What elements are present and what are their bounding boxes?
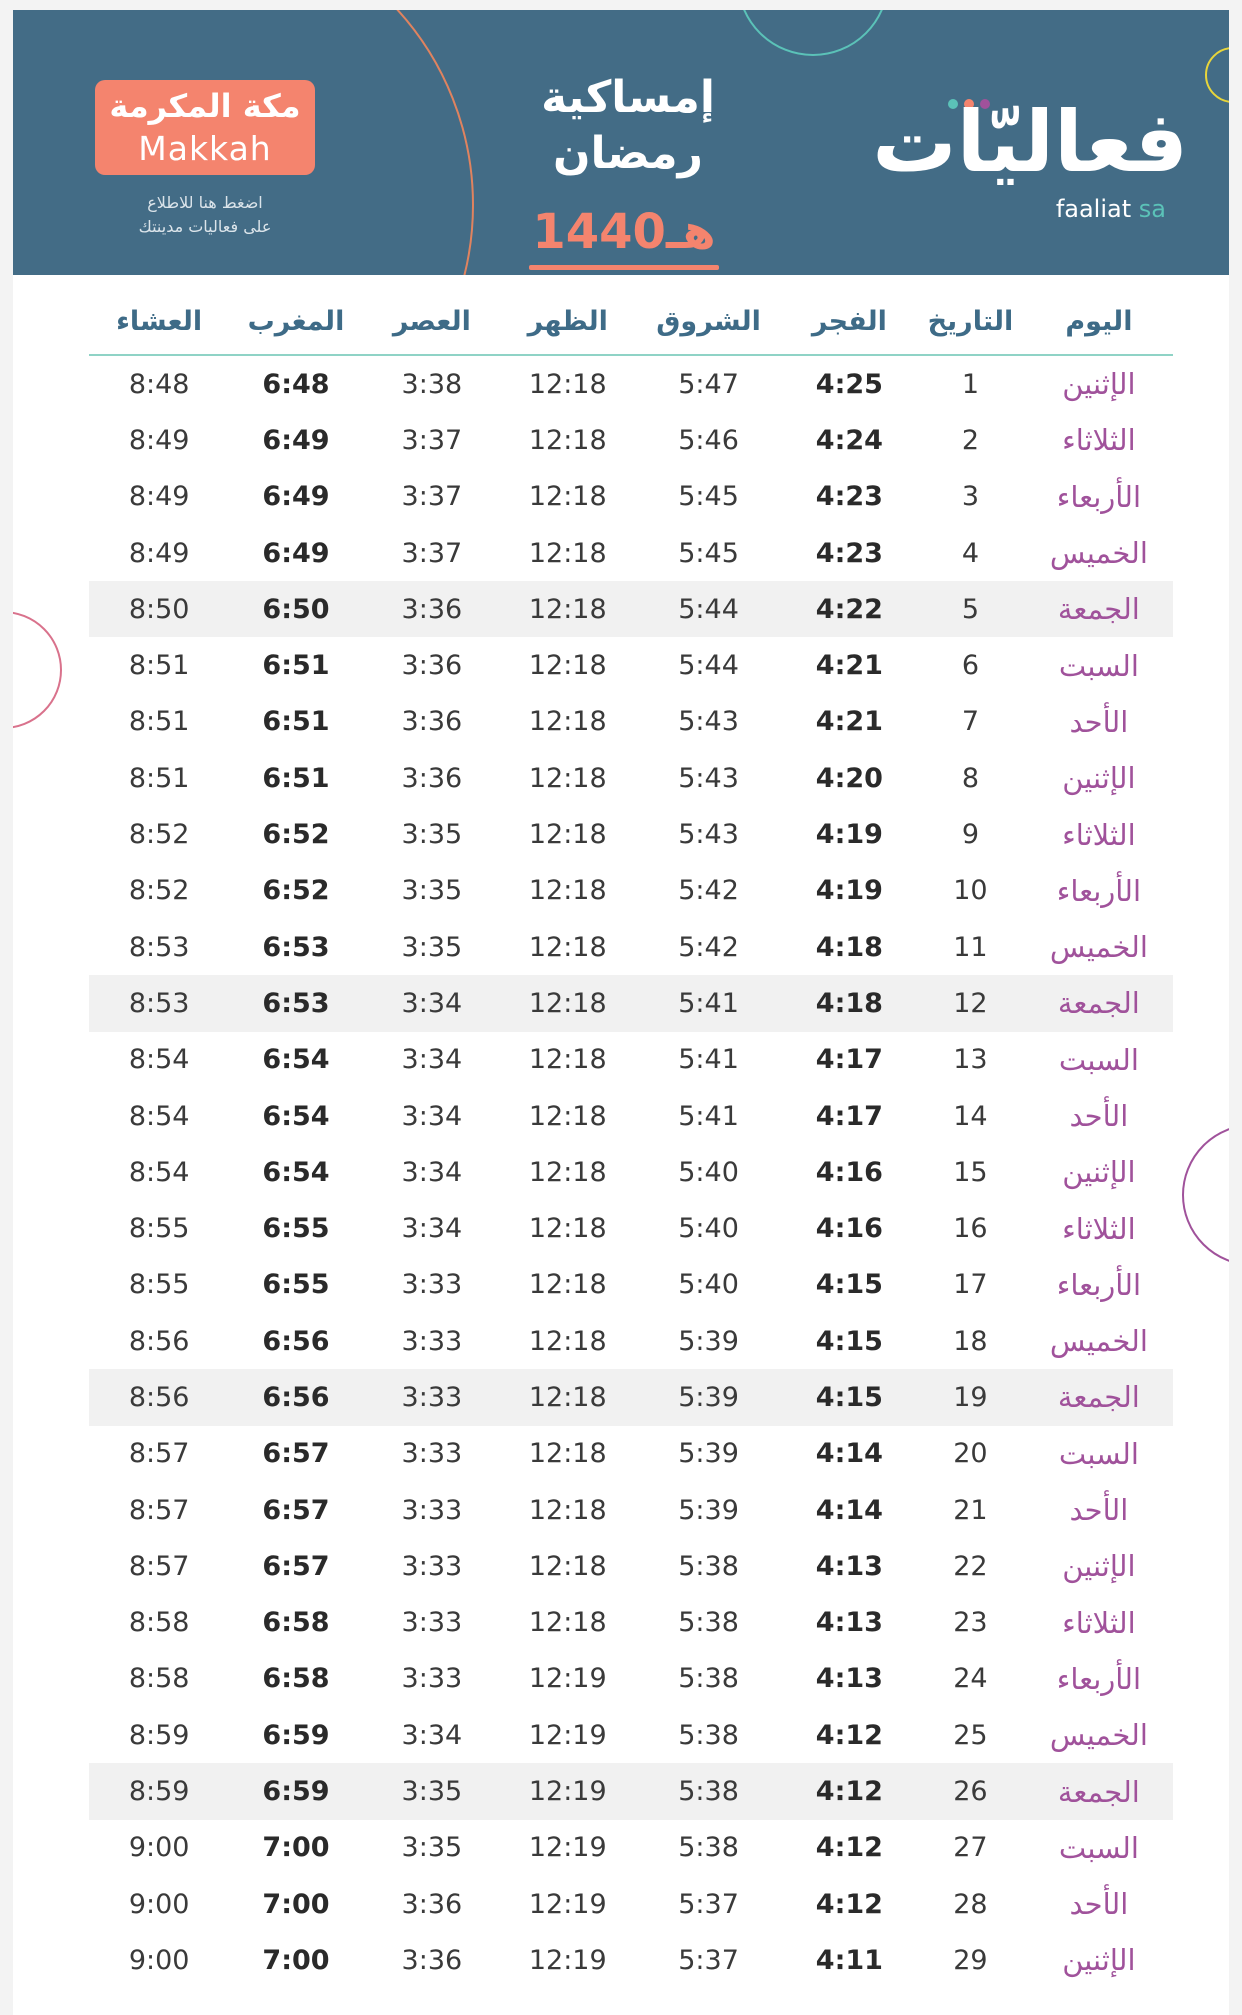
cell-date: 7 [961,706,980,738]
cell-dhuhr: 12:18 [528,819,607,851]
cell-isha: 8:58 [128,1663,190,1695]
city-name-english: Makkah [138,129,272,168]
cell-sunrise: 5:44 [678,593,739,625]
cell-maghrib: 6:51 [262,762,330,794]
cell-isha: 8:52 [128,819,190,851]
cell-dhuhr: 12:18 [528,1044,607,1076]
cell-asr: 3:37 [401,424,463,456]
table-row [89,469,1173,525]
cell-fajr: 4:16 [815,1213,883,1245]
cell-isha: 8:54 [128,1044,190,1076]
cell-dhuhr: 12:19 [528,1832,607,1864]
cell-date: 11 [953,931,988,963]
cell-sunrise: 5:43 [678,819,739,851]
cell-dhuhr: 12:19 [528,1888,607,1920]
cell-asr: 3:37 [401,537,463,569]
cell-fajr: 4:12 [815,1888,883,1920]
cell-date: 15 [953,1156,988,1188]
cell-sunrise: 5:40 [678,1213,739,1245]
table-row [89,1763,1173,1819]
cell-fajr: 4:15 [815,1269,883,1301]
cell-date: 3 [961,481,980,513]
cell-sunrise: 5:47 [678,368,739,400]
cell-asr: 3:38 [401,368,463,400]
cell-date: 16 [953,1213,988,1245]
cell-asr: 3:35 [401,819,463,851]
cell-isha: 8:48 [128,368,190,400]
cell-day: الثلاثاء [1062,1211,1136,1246]
cell-asr: 3:36 [401,762,463,794]
cell-asr: 3:35 [401,1832,463,1864]
cell-maghrib: 6:50 [262,593,330,625]
cell-fajr: 4:21 [815,706,883,738]
hint-line-2: على فعاليات مدينتك [138,217,272,236]
cell-sunrise: 5:38 [678,1719,739,1751]
cell-asr: 3:36 [401,650,463,682]
cell-date: 22 [953,1550,988,1582]
cell-isha: 8:57 [128,1494,190,1526]
cell-sunrise: 5:46 [678,424,739,456]
cell-asr: 3:33 [401,1550,463,1582]
brand-logo[interactable] [828,92,1188,222]
table-row [89,1200,1173,1256]
cell-maghrib: 6:52 [262,875,330,907]
cell-isha: 9:00 [128,1944,190,1976]
cell-maghrib: 6:56 [262,1381,330,1413]
title-line-2: رمضان [552,128,703,179]
table-row [89,1369,1173,1425]
cell-dhuhr: 12:19 [528,1719,607,1751]
cell-date: 29 [953,1944,988,1976]
table-row [89,356,1173,412]
cell-date: 21 [953,1494,988,1526]
header-maghrib: المغرب [247,305,345,337]
cell-dhuhr: 12:18 [528,424,607,456]
cell-dhuhr: 12:19 [528,1944,607,1976]
cell-asr: 3:33 [401,1381,463,1413]
header-date: التاريخ [927,305,1014,337]
cell-dhuhr: 12:18 [528,593,607,625]
cell-maghrib: 6:57 [262,1438,330,1470]
cell-dhuhr: 12:18 [528,481,607,513]
header-dhuhr: الظهر [527,305,608,337]
cell-fajr: 4:13 [815,1607,883,1639]
cell-maghrib: 6:52 [262,819,330,851]
cell-day: الأحد [1069,1493,1129,1528]
cell-day: الأحد [1069,704,1129,739]
cell-fajr: 4:20 [815,762,883,794]
cell-asr: 3:33 [401,1325,463,1357]
cell-date: 13 [953,1044,988,1076]
cell-sunrise: 5:42 [678,931,739,963]
cell-asr: 3:33 [401,1269,463,1301]
table-row [89,1257,1173,1313]
cell-maghrib: 6:51 [262,706,330,738]
cell-asr: 3:34 [401,1156,463,1188]
cell-fajr: 4:15 [815,1381,883,1413]
cell-asr: 3:36 [401,593,463,625]
cell-maghrib: 6:54 [262,1156,330,1188]
title-line-1: إمساكية [541,72,715,123]
cell-sunrise: 5:37 [678,1888,739,1920]
cell-asr: 3:34 [401,1100,463,1132]
cell-day: السبت [1058,1830,1139,1865]
cell-date: 25 [953,1719,988,1751]
cell-dhuhr: 12:19 [528,1663,607,1695]
cell-asr: 3:35 [401,931,463,963]
cell-date: 1 [961,368,980,400]
cell-asr: 3:34 [401,1719,463,1751]
table-row [89,1876,1173,1932]
cell-isha: 8:54 [128,1100,190,1132]
cell-day: الجمعة [1057,1380,1140,1415]
logo-wordmark-arabic: فعاليّات [872,93,1188,191]
table-row [89,1651,1173,1707]
cell-maghrib: 6:49 [262,537,330,569]
cell-date: 4 [961,537,980,569]
cell-fajr: 4:17 [815,1100,883,1132]
table-row [89,975,1173,1031]
cell-fajr: 4:14 [815,1438,883,1470]
cell-isha: 8:57 [128,1550,190,1582]
cell-isha: 8:50 [128,593,190,625]
table-row [89,637,1173,693]
cell-dhuhr: 12:18 [528,1100,607,1132]
purple-circle-right [1183,1125,1229,1265]
cell-dhuhr: 12:18 [528,1438,607,1470]
cell-dhuhr: 12:18 [528,706,607,738]
cell-fajr: 4:19 [815,819,883,851]
hijri-year: 1440هـ [532,204,716,260]
cell-maghrib: 6:48 [262,368,330,400]
header-asr: العصر [392,305,471,337]
city-select-button[interactable] [95,80,315,175]
cell-asr: 3:36 [401,1944,463,1976]
prayer-times-table [89,288,1173,1989]
cell-date: 18 [953,1325,988,1357]
table-row [89,1032,1173,1088]
cell-dhuhr: 12:18 [528,1325,607,1357]
cell-maghrib: 6:51 [262,650,330,682]
cell-asr: 3:37 [401,481,463,513]
table-row [89,412,1173,468]
cell-sunrise: 5:41 [678,1100,739,1132]
cell-day: الجمعة [1057,986,1140,1021]
cell-fajr: 4:13 [815,1550,883,1582]
year-underline [529,265,719,270]
cell-day: الخميس [1049,930,1148,965]
cell-date: 5 [961,593,980,625]
cell-isha: 8:51 [128,706,190,738]
cell-sunrise: 5:42 [678,875,739,907]
cell-sunrise: 5:41 [678,987,739,1019]
table-row [89,1820,1173,1876]
cell-isha: 8:49 [128,481,190,513]
cell-date: 9 [961,819,980,851]
cell-day: الثلاثاء [1062,817,1136,852]
cell-dhuhr: 12:18 [528,1213,607,1245]
cell-maghrib: 6:55 [262,1269,330,1301]
cell-sunrise: 5:40 [678,1156,739,1188]
table-row [89,1088,1173,1144]
cell-asr: 3:35 [401,1776,463,1808]
cell-isha: 9:00 [128,1832,190,1864]
cell-asr: 3:33 [401,1494,463,1526]
cell-sunrise: 5:39 [678,1325,739,1357]
cell-date: 24 [953,1663,988,1695]
cell-day: الأربعاء [1056,1661,1142,1696]
cell-asr: 3:36 [401,1888,463,1920]
cell-dhuhr: 12:18 [528,1269,607,1301]
cell-isha: 8:53 [128,987,190,1019]
cell-maghrib: 6:59 [262,1719,330,1751]
logo-suffix: sa [1138,195,1166,223]
cell-fajr: 4:15 [815,1325,883,1357]
cell-asr: 3:34 [401,987,463,1019]
cell-date: 14 [953,1100,988,1132]
table-row [89,1313,1173,1369]
header-day: اليوم [1065,305,1133,337]
cell-maghrib: 6:59 [262,1776,330,1808]
cell-fajr: 4:18 [815,987,883,1019]
table-row [89,1707,1173,1763]
hint-line-1: اضغط هنا للاطلاع [147,193,263,212]
cell-maghrib: 6:53 [262,987,330,1019]
cell-dhuhr: 12:18 [528,1550,607,1582]
cell-day: الثلاثاء [1062,1605,1136,1640]
cell-date: 2 [961,424,980,456]
city-hint[interactable] [95,191,315,239]
cell-fajr: 4:17 [815,1044,883,1076]
cell-isha: 8:56 [128,1381,190,1413]
cell-maghrib: 6:54 [262,1044,330,1076]
cell-sunrise: 5:37 [678,1944,739,1976]
cell-date: 8 [961,762,980,794]
cell-dhuhr: 12:18 [528,931,607,963]
cell-fajr: 4:24 [815,424,883,456]
cell-fajr: 4:16 [815,1156,883,1188]
table-row [89,1144,1173,1200]
cell-day: الإثنين [1062,367,1136,402]
cell-sunrise: 5:38 [678,1832,739,1864]
cell-fajr: 4:21 [815,650,883,682]
cell-isha: 8:53 [128,931,190,963]
cell-isha: 9:00 [128,1888,190,1920]
cell-fajr: 4:22 [815,593,883,625]
cell-fajr: 4:12 [815,1776,883,1808]
cell-sunrise: 5:39 [678,1381,739,1413]
cell-fajr: 4:11 [815,1944,883,1976]
cell-maghrib: 6:55 [262,1213,330,1245]
cell-isha: 8:55 [128,1269,190,1301]
table-row [89,750,1173,806]
cell-fajr: 4:25 [815,368,883,400]
cell-asr: 3:35 [401,875,463,907]
cell-day: الأحد [1069,1099,1129,1133]
cell-dhuhr: 12:18 [528,875,607,907]
cell-date: 23 [953,1607,988,1639]
cell-sunrise: 5:43 [678,706,739,738]
cell-fajr: 4:18 [815,931,883,963]
cell-day: الثلاثاء [1062,423,1136,458]
cell-day: السبت [1058,648,1139,683]
cell-maghrib: 6:57 [262,1550,330,1582]
cell-fajr: 4:23 [815,481,883,513]
table-row [89,863,1173,919]
page-title [503,70,753,182]
cell-asr: 3:34 [401,1044,463,1076]
cell-isha: 8:59 [128,1719,190,1751]
cell-fajr: 4:14 [815,1494,883,1526]
cell-date: 28 [953,1888,988,1920]
cell-isha: 8:56 [128,1325,190,1357]
table-row [89,1932,1173,1988]
cell-maghrib: 6:58 [262,1607,330,1639]
cell-isha: 8:51 [128,762,190,794]
table-row [89,806,1173,862]
cell-sunrise: 5:39 [678,1438,739,1470]
table-row [89,1426,1173,1482]
cell-maghrib: 6:49 [262,424,330,456]
cell-fajr: 4:19 [815,875,883,907]
cell-dhuhr: 12:18 [528,368,607,400]
cell-isha: 8:49 [128,424,190,456]
cell-sunrise: 5:45 [678,481,739,513]
cell-dhuhr: 12:18 [528,650,607,682]
cell-maghrib: 7:00 [262,1888,330,1920]
cell-day: الأربعاء [1056,479,1142,514]
teal-arc-decoration [738,10,888,55]
header-banner [13,10,1229,275]
cell-sunrise: 5:40 [678,1269,739,1301]
cell-fajr: 4:12 [815,1719,883,1751]
cell-date: 20 [953,1438,988,1470]
cell-day: الجمعة [1057,592,1140,627]
cell-asr: 3:33 [401,1607,463,1639]
cell-dhuhr: 12:18 [528,762,607,794]
cell-date: 17 [953,1269,988,1301]
yellow-arc-decoration [1206,48,1229,102]
cell-dhuhr: 12:18 [528,1156,607,1188]
cell-day: الإثنين [1062,1549,1136,1584]
cell-isha: 8:55 [128,1213,190,1245]
imsakiya-sheet [13,10,1229,2015]
cell-isha: 8:59 [128,1776,190,1808]
table-row [89,694,1173,750]
cell-maghrib: 6:56 [262,1325,330,1357]
cell-sunrise: 5:45 [678,537,739,569]
cell-isha: 8:51 [128,650,190,682]
table-row [89,525,1173,581]
cell-day: الإثنين [1062,1155,1136,1190]
table-row [89,581,1173,637]
cell-maghrib: 7:00 [262,1944,330,1976]
cell-day: الخميس [1049,1324,1148,1359]
cell-sunrise: 5:43 [678,762,739,794]
cell-day: الإثنين [1062,761,1136,796]
table-row [89,1482,1173,1538]
cell-dhuhr: 12:18 [528,1494,607,1526]
cell-date: 6 [961,650,980,682]
cell-dhuhr: 12:19 [528,1776,607,1808]
cell-maghrib: 6:57 [262,1494,330,1526]
cell-date: 27 [953,1832,988,1864]
cell-isha: 8:58 [128,1607,190,1639]
table-header-row [89,288,1173,356]
cell-sunrise: 5:38 [678,1607,739,1639]
cell-maghrib: 6:53 [262,931,330,963]
cell-maghrib: 6:54 [262,1100,330,1132]
cell-dhuhr: 12:18 [528,537,607,569]
city-name-arabic: مكة المكرمة [109,87,301,125]
cell-asr: 3:34 [401,1213,463,1245]
cell-sunrise: 5:44 [678,650,739,682]
header-fajr: الفجر [811,305,887,337]
header-isha: العشاء [116,305,203,337]
cell-fajr: 4:13 [815,1663,883,1695]
cell-sunrise: 5:38 [678,1776,739,1808]
cell-asr: 3:36 [401,706,463,738]
cell-day: الأربعاء [1056,1267,1142,1302]
cell-day: الخميس [1049,536,1148,571]
cell-maghrib: 7:00 [262,1832,330,1864]
table-body [89,356,1173,1989]
table-row [89,1595,1173,1651]
cell-fajr: 4:23 [815,537,883,569]
header-sunrise: الشروق [656,305,761,337]
cell-sunrise: 5:41 [678,1044,739,1076]
cell-isha: 8:54 [128,1156,190,1188]
cell-asr: 3:33 [401,1438,463,1470]
cell-maghrib: 6:58 [262,1663,330,1695]
cell-date: 19 [953,1381,988,1413]
table-row [89,1538,1173,1594]
cell-day: السبت [1058,1042,1139,1077]
cell-day: الجمعة [1057,1774,1140,1809]
cell-asr: 3:33 [401,1663,463,1695]
cell-day: الأربعاء [1056,873,1142,908]
logo-latin-text: faaliat [1055,195,1132,223]
cell-isha: 8:57 [128,1438,190,1470]
cell-isha: 8:49 [128,537,190,569]
cell-day: الخميس [1049,1718,1148,1753]
cell-date: 26 [953,1776,988,1808]
cell-maghrib: 6:49 [262,481,330,513]
cell-day: الإثنين [1062,1943,1136,1978]
cell-day: السبت [1058,1436,1139,1471]
cell-sunrise: 5:39 [678,1494,739,1526]
pink-circle-left [13,612,61,728]
cell-dhuhr: 12:18 [528,1607,607,1639]
table-row [89,919,1173,975]
cell-fajr: 4:12 [815,1832,883,1864]
logo-wordmark-latin [1056,195,1166,223]
cell-dhuhr: 12:18 [528,987,607,1019]
cell-dhuhr: 12:18 [528,1381,607,1413]
cell-day: الأحد [1069,1887,1129,1922]
cell-date: 10 [953,875,988,907]
cell-sunrise: 5:38 [678,1550,739,1582]
cell-date: 12 [953,987,988,1019]
cell-sunrise: 5:38 [678,1663,739,1695]
cell-isha: 8:52 [128,875,190,907]
